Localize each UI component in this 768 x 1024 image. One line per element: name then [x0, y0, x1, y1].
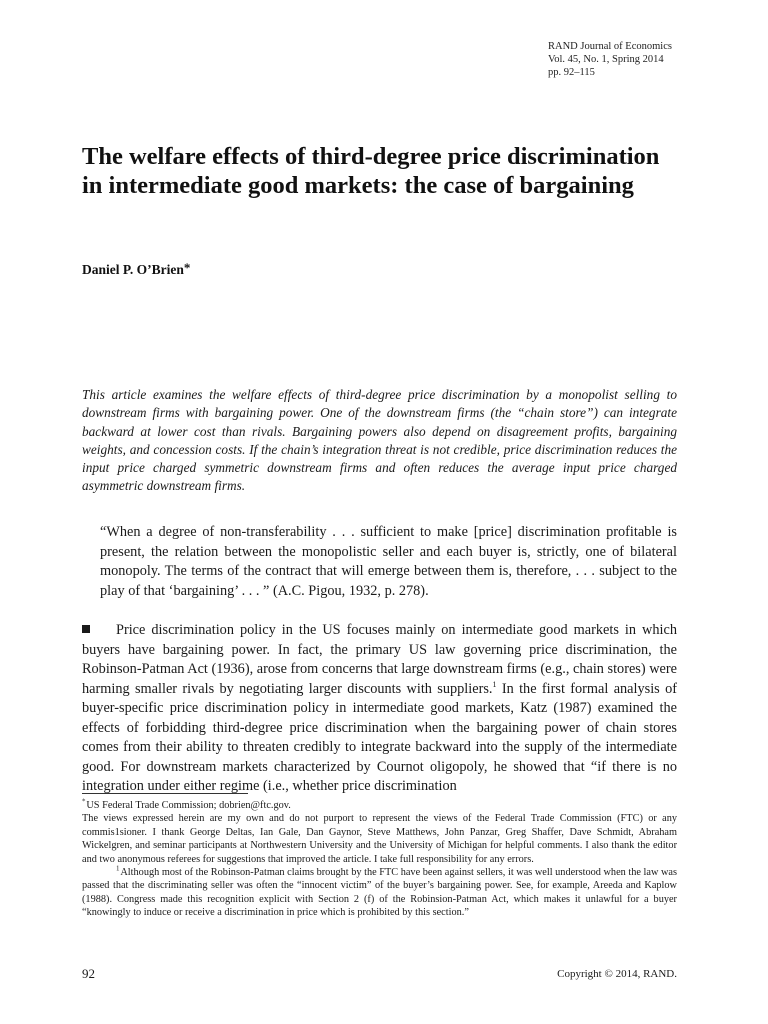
page-number: 92 [82, 966, 95, 981]
footnote-ref-1[interactable]: 1 [492, 679, 497, 689]
footnote-affiliation [82, 799, 677, 812]
journal-citation [548, 40, 672, 79]
author-line [82, 262, 190, 278]
body-paragraph [82, 621, 677, 797]
author-footnote-mark[interactable]: * [183, 260, 191, 275]
footnote-1-text: Although most of the Robinson-Patman claims brought by the FTC have been against sellers, it was well understood when the law was passed that the discriminating seller was often the “innocent victim” of the buyer’s bargaining power. See, for example, Areeda and Kaplow (1988). Congress made this recognition explicit with Section 2 (f) of the Robinsion-Patman Act, which makes it unlawful for a buyer “knowingly to induce or receive a discrimination in price which is prohibited by this section.” [82, 867, 677, 919]
journal-volume: Vol. 45, No. 1, Spring 2014 [548, 54, 664, 65]
body-text-part2: In the first formal analysis of buyer-specific price discrimination policy in intermediate good markets, Katz (1987) examined the effects of forbidding third-degree price discrimination when the bargaining power of chain stores comes from their ability to threaten credibly to integrate backward into the supply of the intermediate good. For downstream markets characterized by Cournot oligopoly, he showed that “if there is no integration under either regime (i.e., whether price discrimination [82, 680, 677, 794]
affiliation-text: US Federal Trade Commission; dobrien@ftc.gov. [86, 800, 291, 811]
journal-pages: pp. 92–115 [548, 67, 595, 78]
footnote-star-mark: * [82, 797, 86, 806]
journal-name: RAND Journal of Economics [548, 41, 672, 52]
author-name: Daniel P. O’Brien [82, 262, 184, 277]
footnotes [82, 799, 677, 920]
copyright-notice: Copyright © 2014, RAND. [557, 968, 677, 980]
footnote-divider [82, 793, 248, 794]
footnote-1 [82, 866, 677, 920]
body-text-part1: Price discrimination policy in the US focuses mainly on intermediate good markets in which buyers have bargaining power. In fact, the primary US law governing price discrimination, the Robinson-Patman Act (1936), arose from concerns that large downstream firms (e.g., chain stores) were harming smaller rivals by negotiating larger discounts with suppliers. [82, 622, 677, 697]
epigraph-quote: “When a degree of non-transferability . . . sufficient to make [price] discrimination profitable is present, the relation between the monopolistic seller and each buyer is, strictly, one of bilateral monopoly. The terms of the contract that will emerge between them is, therefore, . . . subject to the play of that ‘bargaining’ . . . ” (A.C. Pigou, 1932, p. 278). [100, 524, 677, 599]
footnote-1-mark: 1 [116, 864, 120, 873]
abstract: This article examines the welfare effects of third-degree price discrimination by a monopolist selling to downstream firms with bargaining power. One of the downstream firms (the “chain store”) can integrate backward at lower cost than rivals. Bargaining powers also depend on disagreement profits, bargaining weights, and concession costs. If the chain’s integration threat is not credible, price discrimination reduces the input price charged symmetric downstream firms and often reduces the average input price charged asymmetric downstream firms. [82, 387, 677, 494]
footnote-disclaimer: The views expressed herein are my own and do not purport to represent the views of the Federal Trade Commission (FTC) or any commis1sioner. I thank George Deltas, Ian Gale, Dan Gaynor, Steve Matthews, John Panzar, Greg Shaffer, Dave Schmidt, Abraham Wickelgren, and seminar participants at Northwestern University and the University of Michigan for helpful comments. I also thank the editor and two anonymous referees for suggestions that improved the article. I take full responsibility for any errors. [82, 813, 677, 865]
section-start-square-icon [82, 625, 90, 633]
article-title: The welfare effects of third-degree price discrimination in intermediate good markets: the case of bargaining [82, 143, 660, 199]
